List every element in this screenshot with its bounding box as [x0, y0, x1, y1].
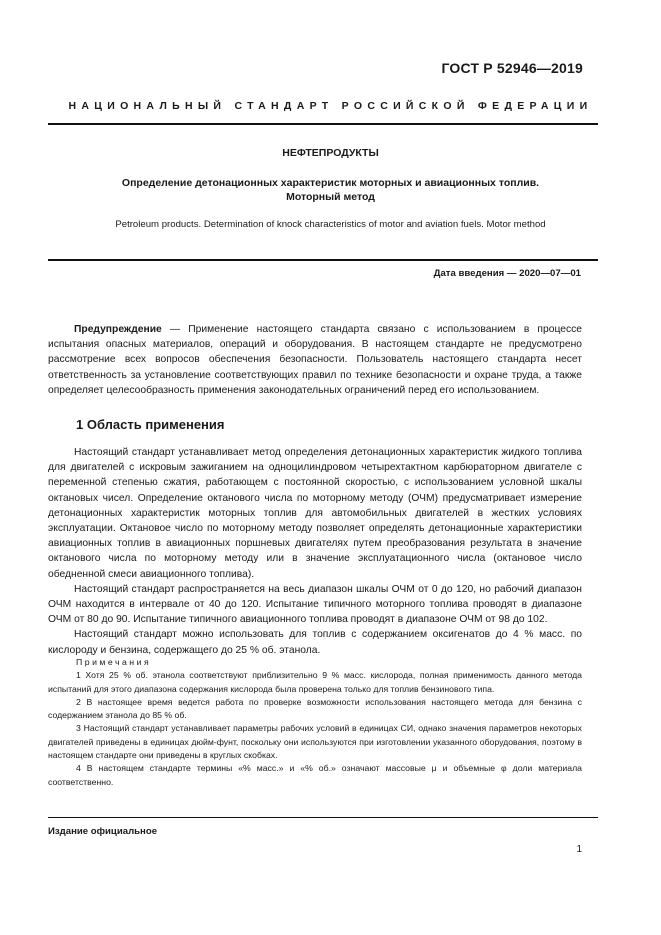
top-rule [48, 123, 598, 125]
standard-type-heading: НАЦИОНАЛЬНЫЙ СТАНДАРТ РОССИЙСКОЙ ФЕДЕРАЦИИ [68, 100, 593, 112]
section-1-paragraph-3: Настоящий стандарт можно использовать для топлив с содержанием оксигенатов до 4 % масс. по кислороду и бензина, содержащего до 25 % об. этанола. [48, 629, 582, 656]
section-1-heading: 1 Область применения [76, 417, 225, 432]
gost-number: ГОСТ Р 52946—2019 [441, 60, 583, 76]
official-edition-label: Издание официальное [48, 826, 158, 837]
notes-block [48, 656, 582, 789]
subtitle-line-1: Определение детонационных характеристик моторных и авиационных топлив. [121, 177, 540, 189]
english-title: Petroleum products. Determination of knock characteristics of motor and aviation fuels. Motor method [115, 219, 546, 230]
section-1-body [48, 445, 582, 658]
introduction-date: Дата введения — 2020—07—01 [433, 268, 581, 279]
warning-label: Предупреждение [74, 324, 162, 335]
notes-heading: Примечания [76, 657, 152, 667]
warning-text: — Применение настоящего стандарта связано с использованием в процессе испытания опасных материалов, операций и оборудования. В настоящем стандарте не предусмотрено рассмотрение всех вопросов обеспечения безопасности. Пользователь настоящего стандарта несет ответственность за установление соответствующих правил по технике безопасности и охране труда, а также определяет целесообразность применения законодательных ограничений перед его использованием. [48, 324, 582, 396]
document-title: НЕФТЕПРОДУКТЫ [282, 147, 379, 159]
note-3: 3 Настоящий стандарт устанавливает параметры рабочих условий в единицах СИ, однако значения параметров некоторых двигателей приведены в единицах дюйм-фунт, поскольку они используются при изготовлении указанного оборудования, поэтому в настоящем стандарте они приведены в круглых скобках. [48, 723, 582, 761]
note-2: 2 В настоящее время ведется работа по проверке возможности использования настоящего метода для бензина с содержанием этанола до 85 % об. [48, 696, 582, 721]
middle-rule [48, 259, 598, 261]
section-1-paragraph-2: Настоящий стандарт распространяется на весь диапазон шкалы ОЧМ от 0 до 120, но рабочий диапазон ОЧМ находится в интервале от 40 до 120. Испытание типичного моторного топлива проводят в диапазоне ОЧМ от 80 до 90. Испытание типичного авиационного топлива проводят в диапазоне ОЧМ от 98 до 102. [48, 583, 582, 626]
note-4: 4 В настоящем стандарте термины «% масс.» и «% об.» означают массовые μ и объемные φ доли материала соответственно. [48, 763, 582, 787]
bottom-rule [48, 817, 598, 818]
document-subtitle [60, 176, 601, 204]
page-number: 1 [576, 844, 582, 855]
note-1: 1 Хотя 25 % об. этанола соответствуют приблизительно 9 % масс. кислорода, полная применимость данного метода испытаний для этого диапазона содержания кислорода была проверена только для топлив бензинового типа. [48, 670, 582, 694]
section-1-paragraph-1: Настоящий стандарт устанавливает метод определения детонационных характеристик жидкого топлива для двигателей с искровым зажиганием на одноцилиндровом четырехтактном карбюраторном двигателе с переменной степенью сжатия, работающем с постоянной скоростью, с использованием условной шкалы октановых чисел. Определение октанового числа по моторному методу (ОЧМ) предусматривает измерение детонационных характеристик моторных топлив для автомобильных двигателей в жестких условиях эксплуатации. Октановое число по моторному методу позволяет определять детонационные характеристики авиационных топлив в авиационных поршневых двигателях путем преобразования результата в значение октанового числа по моторному методу или в значение эксплуатационного числа (октановое число обедненной смеси авиационного топлива). [48, 447, 582, 580]
warning-paragraph [48, 322, 582, 398]
subtitle-line-2: Моторный метод [286, 191, 375, 203]
